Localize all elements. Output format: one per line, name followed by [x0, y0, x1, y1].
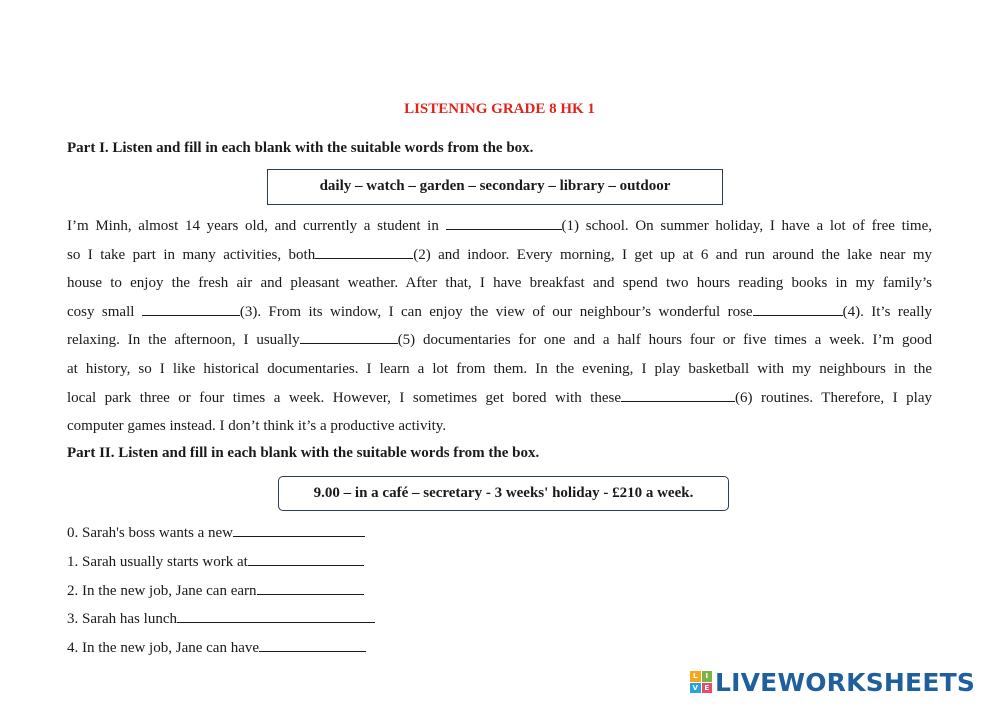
- question-3: 3. Sarah has lunch: [67, 608, 375, 628]
- part2-heading: Part II. Listen and fill in each blank with the suitable words from the box.: [67, 445, 540, 461]
- answer-blank-1[interactable]: [248, 551, 364, 566]
- question-2: 2. In the new job, Jane can earn: [67, 580, 364, 600]
- passage-line: local park three or four times a week. However, I sometimes get bored with these (6) routines. Therefore, I play: [67, 384, 932, 413]
- blank-5[interactable]: [300, 329, 398, 344]
- part1-passage: [67, 212, 932, 441]
- answer-blank-4[interactable]: [259, 637, 366, 652]
- liveworksheets-logo-icon: [690, 671, 712, 693]
- answer-blank-2[interactable]: [257, 580, 364, 595]
- logo-mark-letter: V: [690, 683, 701, 694]
- answer-blank-3[interactable]: [177, 608, 375, 623]
- worksheet-title: LISTENING GRADE 8 HK 1: [404, 101, 595, 117]
- part1-word-box: daily – watch – garden – secondary – library – outdoor: [267, 169, 723, 205]
- blank-1[interactable]: [446, 215, 562, 230]
- passage-line: I’m Minh, almost 14 years old, and currently a student in (1) school. On summer holiday, I have a lot of free time,: [67, 212, 932, 241]
- answer-blank-0[interactable]: [233, 522, 365, 537]
- liveworksheets-logo: [690, 666, 975, 698]
- logo-mark-letter: I: [702, 671, 713, 682]
- passage-line: computer games instead. I don’t think it’s a productive activity.: [67, 418, 447, 435]
- part2-word-box: 9.00 – in a café – secretary - 3 weeks' holiday - £210 a week.: [278, 476, 729, 511]
- liveworksheets-logo-text: LIVEWORKSHEETS: [715, 667, 976, 697]
- blank-3[interactable]: [142, 301, 240, 316]
- question-4: 4. In the new job, Jane can have: [67, 637, 366, 657]
- passage-line: relaxing. In the afternoon, I usually (5) documentaries for one and a half hours four or five times a week. I’m good: [67, 326, 932, 355]
- blank-4[interactable]: [753, 301, 843, 316]
- question-1: 1. Sarah usually starts work at: [67, 551, 364, 571]
- logo-mark-letter: L: [690, 671, 701, 682]
- blank-6[interactable]: [621, 387, 735, 402]
- passage-line: so I take part in many activities, both (2) and indoor. Every morning, I get up at 6 and run around the lake near my: [67, 241, 932, 270]
- passage-line: house to enjoy the fresh air and pleasant weather. After that, I have breakfast and spend two hours reading books in my family’s: [67, 275, 932, 292]
- part1-heading: Part I. Listen and fill in each blank with the suitable words from the box.: [67, 140, 534, 156]
- blank-2[interactable]: [315, 244, 413, 259]
- question-0: 0. Sarah's boss wants a new: [67, 522, 365, 542]
- passage-line: cosy small (3). From its window, I can enjoy the view of our neighbour’s wonderful rose (4). It’s really: [67, 298, 932, 327]
- passage-line: at history, so I like historical documentaries. I learn a lot from them. In the evening, I play basketball with my neighbours in the: [67, 360, 932, 377]
- logo-mark-letter: E: [702, 683, 713, 694]
